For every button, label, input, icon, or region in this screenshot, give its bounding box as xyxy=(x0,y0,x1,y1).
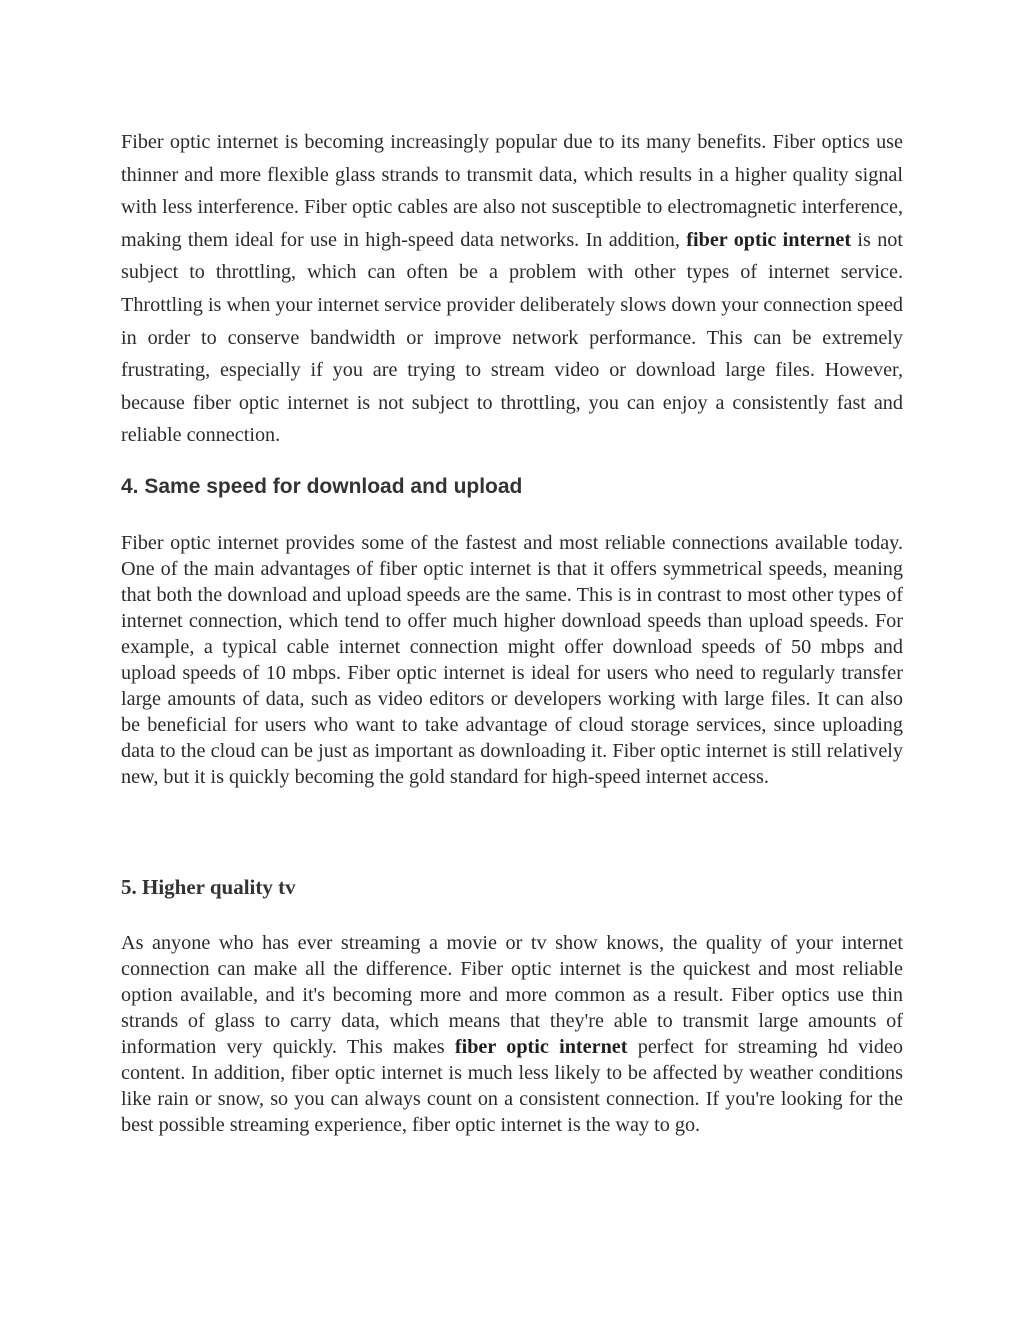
paragraph-text: Fiber optic internet is becoming increasingly popular due to its many benefits. Fiber optics use thinner and more flexible glass strands to transmit data, which results in a higher quality signal with less interference. Fiber optic cables are also not susceptible to electromagnetic interference, making them ideal for use in high-speed data networks. In addition, xyxy=(121,131,903,251)
paragraph-higher-quality-tv xyxy=(121,930,903,1138)
bold-keyword: fiber optic internet xyxy=(686,228,852,251)
paragraph-text: As anyone who has ever streaming a movie or tv show knows, the quality of your internet connection can make all the difference. Fiber optic internet is the quickest and most reliable option available, and it's becoming more and more common as a result. Fiber optics use thin strands of glass to carry data, which means that they're able to transmit large amounts of information very quickly. This makes xyxy=(121,931,903,1058)
section-heading-5: 5. Higher quality tv xyxy=(121,874,296,899)
paragraph-text: is not subject to throttling, which can often be a problem with other types of internet service. Throttling is when your internet service provider deliberately slows down your connection speed in order to conserve bandwidth or improve network performance. This can be extremely frustrating, especially if you are trying to stream video or download large files. However, because fiber optic internet is not subject to throttling, you can enjoy a consistently fast and reliable connection. xyxy=(121,228,903,447)
section-heading-4: 4. Same speed for download and upload xyxy=(121,474,523,498)
paragraph-symmetrical-speeds: Fiber optic internet provides some of the fastest and most reliable connections available today. One of the main advantages of fiber optic internet is that it offers symmetrical speeds, meaning that both the download and upload speeds are the same. This is in contrast to most other types of internet connection, which tend to offer much higher download speeds than upload speeds. For example, a typical cable internet connection might offer download speeds of 50 mbps and upload speeds of 10 mbps. Fiber optic internet is ideal for users who need to regularly transfer large amounts of data, such as video editors or developers working with large files. It can also be beneficial for users who want to take advantage of cloud storage services, since uploading data to the cloud can be just as important as downloading it. Fiber optic internet is still relatively new, but it is quickly becoming the gold standard for high-speed internet access. xyxy=(121,531,903,788)
paragraph-text: perfect for streaming hd video content. In addition, fiber optic internet is much less likely to be affected by weather conditions like rain or snow, so you can always count on a consistent connection. If you're looking for the best possible streaming experience, fiber optic internet is the way to go. xyxy=(121,1035,903,1136)
bold-keyword: fiber optic internet xyxy=(454,1035,628,1058)
document-page xyxy=(121,126,903,1138)
paragraph-throttling xyxy=(121,126,903,452)
